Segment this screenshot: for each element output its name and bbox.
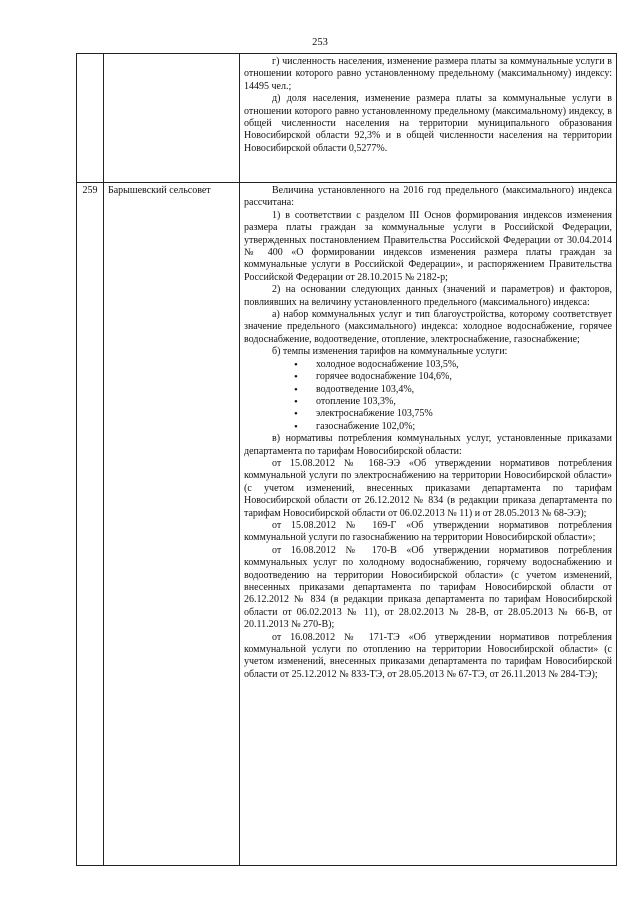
table-row — [77, 183, 617, 866]
paragraph: от 15.08.2012 № 168-ЭЭ «Об утверждении нормативов потребления коммунальной услуги по электроснабжению на территории Новосибирской области» (с учетом изменений, внесенных приказами департамента по тарифам Новосибирской области от 26.12.2012 № 834 (в редакции приказа департамента по тарифам Новосибирской области от 06.02.2013 № 11) и от 28.05.2013 № 68-ЭЭ); — [244, 457, 612, 519]
row-number-cell — [77, 54, 104, 183]
paragraph: а) набор коммунальных услуг и тип благоустройства, которому соответствует значение предельного (максимального) индекса: холодное водоснабжение, горячее водоснабжение, водоотведение, отопление, электроснабжение, газоснабжение; — [244, 309, 612, 345]
row-content-cell — [240, 54, 617, 183]
paragraph: Величина установленного на 2016 год предельного (максимального) индекса рассчитана: — [244, 185, 612, 209]
row-name-cell: Барышевский сельсовет — [104, 183, 240, 866]
tariff-list — [244, 359, 612, 433]
row-number-cell: 259 — [77, 183, 104, 866]
page-number: 253 — [312, 37, 328, 48]
paragraph: в) нормативы потребления коммунальных услуг, установленные приказами департамента по тарифам Новосибирской области: — [244, 433, 612, 457]
paragraph: 2) на основании следующих данных (значений и параметров) и факторов, повлиявших на величину установленного предельного (максимального) индекса: — [244, 284, 612, 308]
paragraph: от 16.08.2012 № 170-В «Об утверждении нормативов потребления коммунальных услуг по холодному водоснабжению, горячему водоснабжению и водоотведению на территории Новосибирской области» (с учетом изменений, внесенных приказами департамента по тарифам Новосибирской области от 26.12.2012 № 834 (в редакции приказа департамента по тарифам Новосибирской области от 06.02.2013 № 11), от 28.02.2013 № 28-В, от 28.05.2013 № 66-В, от 20.11.2013 № 270-В); — [244, 544, 612, 631]
list-item: • горячее водоснабжение 104,6%, — [244, 371, 612, 383]
document-table — [76, 53, 617, 866]
list-item: • электроснабжение 103,75% — [244, 408, 612, 420]
paragraph: 1) в соответствии с разделом III Основ формирования индексов изменения размера платы граждан за коммунальные услуги в Российской Федерации, утвержденных постановлением Правительства Российской Федерации от 30.04.2014 № 400 «О формировании индексов изменения размера платы граждан за коммунальные услуги в Российской Федерации», и распоряжением Правительства Российской Федерации от 28.10.2015 № 2182-р; — [244, 209, 612, 283]
paragraph: б) темпы изменения тарифов на коммунальные услуги: — [272, 346, 508, 358]
list-item: • газоснабжение 102,0%; — [244, 421, 612, 433]
row-name-cell — [104, 54, 240, 183]
paragraph: г) численность населения, изменение размера платы за коммунальные услуги в отношении которого равно установленному предельному (максимальному) индексу: 14495 чел.; — [244, 56, 612, 92]
table-row — [77, 54, 617, 183]
list-item: • отопление 103,3%, — [244, 396, 612, 408]
list-item: • холодное водоснабжение 103,5%, — [244, 359, 612, 371]
list-item: • водоотведение 103,4%, — [244, 384, 612, 396]
row-content-cell — [240, 183, 617, 866]
paragraph: д) доля населения, изменение размера платы за коммунальные услуги в отношении которого равно установленному предельному (максимальному) индексу, в общей численности населения на территории муниципального образования Новосибирской области 92,3% и в общей численности населения на территории Новосибирской области 0,5277%. — [244, 93, 612, 154]
paragraph: от 16.08.2012 № 171-ТЭ «Об утверждении нормативов потребления коммунальной услуги по отоплению на территории Новосибирской области» (с учетом изменений, внесенных приказами департамента по тарифам Новосибирской области от 25.12.2012 № 833-ТЭ, от 28.05.2013 № 67-ТЭ, от 26.11.2013 № 284-ТЭ); — [244, 631, 612, 680]
paragraph: от 15.08.2012 № 169-Г «Об утверждении нормативов потребления коммунальной услуги по газоснабжению на территории Новосибирской области»; — [244, 519, 612, 544]
